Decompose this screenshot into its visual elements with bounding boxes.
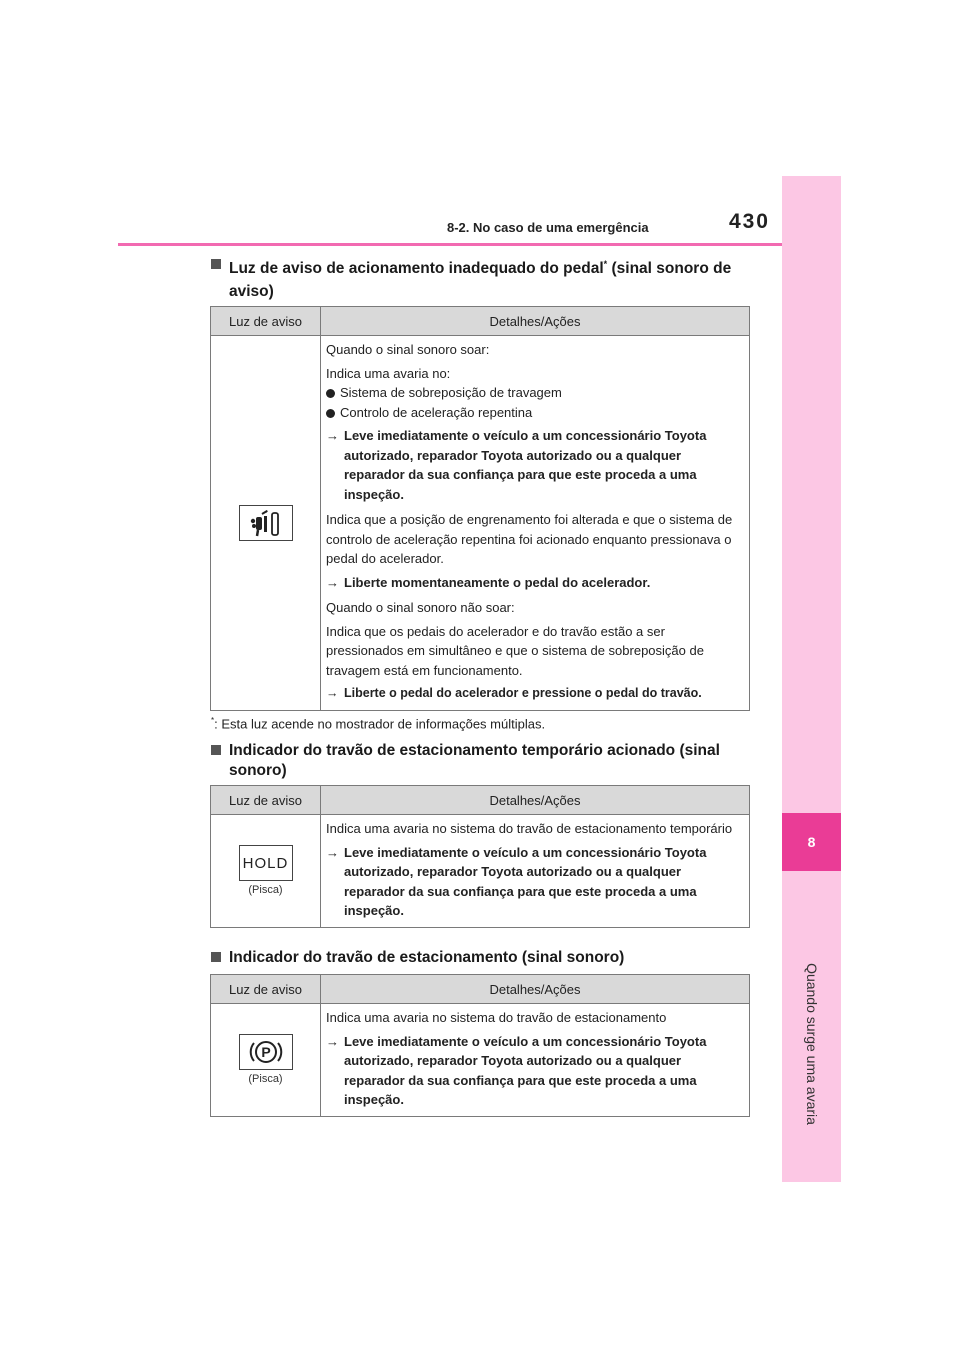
heading-text-cont: (sinal sonoro de aviso) (229, 260, 732, 301)
warning-table-hold (210, 785, 750, 928)
icon-cell (211, 1004, 321, 1117)
arrow-icon: → (326, 686, 339, 700)
pedal-misoperation-warning-icon (239, 505, 293, 541)
footnote-text: : Esta luz acende no mostrador de informações múltiplas. (214, 716, 546, 732)
page-number: 430 (728, 210, 770, 233)
arrow-icon: → (326, 844, 339, 860)
blink-caption: (Pisca) (248, 884, 283, 897)
col-header-light: Luz de aviso (211, 975, 321, 1004)
detail-text: Indica que os pedais do acelerador e do travão estão a ser pressionados em simultâneo e que o sistema de sobreposição de travagem está em funcionamento. (326, 623, 704, 678)
heading-square-marker (211, 745, 221, 755)
hold-indicator-icon: HOLD (239, 845, 293, 881)
detail-text: Quando o sinal sonoro soar: (326, 342, 490, 357)
heading-text: Indicador do travão de estacionamento (sinal sonoro) (229, 949, 625, 966)
heading-text: Indicador do travão de estacionamento temporário acionado (sinal sonoro) (229, 742, 720, 779)
action-item: → Leve imediatamente o veículo a um concessionário Toyota autorizado, reparador Toyota autorizado ou a qualquer reparador da sua confiança para que este proceda a uma inspeção. (326, 428, 707, 502)
details-cell (321, 815, 750, 928)
header-rule (118, 243, 782, 246)
action-item: → Liberte momentaneamente o pedal do acelerador. (326, 573, 743, 593)
details-cell (321, 1004, 750, 1117)
heading-square-marker (211, 259, 221, 269)
arrow-icon: → (326, 428, 339, 443)
icon-cell (211, 336, 321, 711)
details-cell (321, 336, 750, 711)
action-item: → Liberte o pedal do acelerador e pressione o pedal do travão. (326, 684, 743, 704)
section-heading-pedal (211, 253, 741, 303)
chapter-title: Quando surge uma avaria (804, 963, 820, 1125)
page-header (118, 210, 782, 246)
warning-table-parking (210, 974, 750, 1117)
bullet-item: Controlo de aceleração repentina (326, 403, 743, 423)
bullet-icon (326, 409, 335, 418)
blink-caption: (Pisca) (248, 1073, 283, 1086)
action-item: → Leve imediatamente o veículo a um concessionário Toyota autorizado, reparador Toyota autorizado ou a qualquer reparador da sua confiança para que este proceda a uma inspeção. (326, 1033, 707, 1107)
arrow-icon: → (326, 574, 339, 590)
section-heading-hold (211, 741, 751, 781)
bullet-icon (326, 389, 335, 398)
heading-square-marker (211, 952, 221, 962)
action-item: → Leve imediatamente o veículo a um concessionário Toyota autorizado, reparador Toyota autorizado ou a qualquer reparador da sua confiança para que este proceda a uma inspeção. (326, 844, 707, 918)
col-header-details: Detalhes/Ações (321, 786, 750, 815)
col-header-light: Luz de aviso (211, 786, 321, 815)
detail-text: Indica uma avaria no sistema do travão de estacionamento (326, 1010, 667, 1025)
detail-text: Indica uma avaria no sistema do travão de estacionamento temporário (326, 821, 733, 836)
col-header-light: Luz de aviso (211, 307, 321, 336)
chapter-number: 8 (782, 813, 841, 871)
col-header-details: Detalhes/Ações (321, 975, 750, 1004)
bullet-item: Sistema de sobreposição de travagem (326, 383, 743, 403)
col-header-details: Detalhes/Ações (321, 307, 750, 336)
footnote-star: * (211, 716, 215, 725)
detail-text: Quando o sinal sonoro não soar: (326, 600, 515, 615)
chapter-side-tab (782, 176, 841, 1182)
parking-brake-icon (239, 1034, 293, 1070)
detail-text: Indica uma avaria no: (326, 365, 451, 381)
section-label: 8-2. No caso de uma emergência (447, 220, 649, 235)
footnote-marker: * (603, 259, 608, 269)
section-heading-parking (211, 946, 751, 969)
icon-cell (211, 815, 321, 928)
arrow-icon: → (326, 1033, 339, 1049)
footnote (211, 716, 545, 731)
warning-table-pedal (210, 306, 750, 711)
detail-text: Indica que a posição de engrenamento foi alterada e que o sistema de controlo de aceleração repentina foi acionado enquanto pressionava o pedal do acelerador. (326, 512, 733, 566)
heading-text: Luz de aviso de acionamento inadequado do pedal (229, 260, 604, 278)
svg-text:P: P (260, 1044, 271, 1061)
